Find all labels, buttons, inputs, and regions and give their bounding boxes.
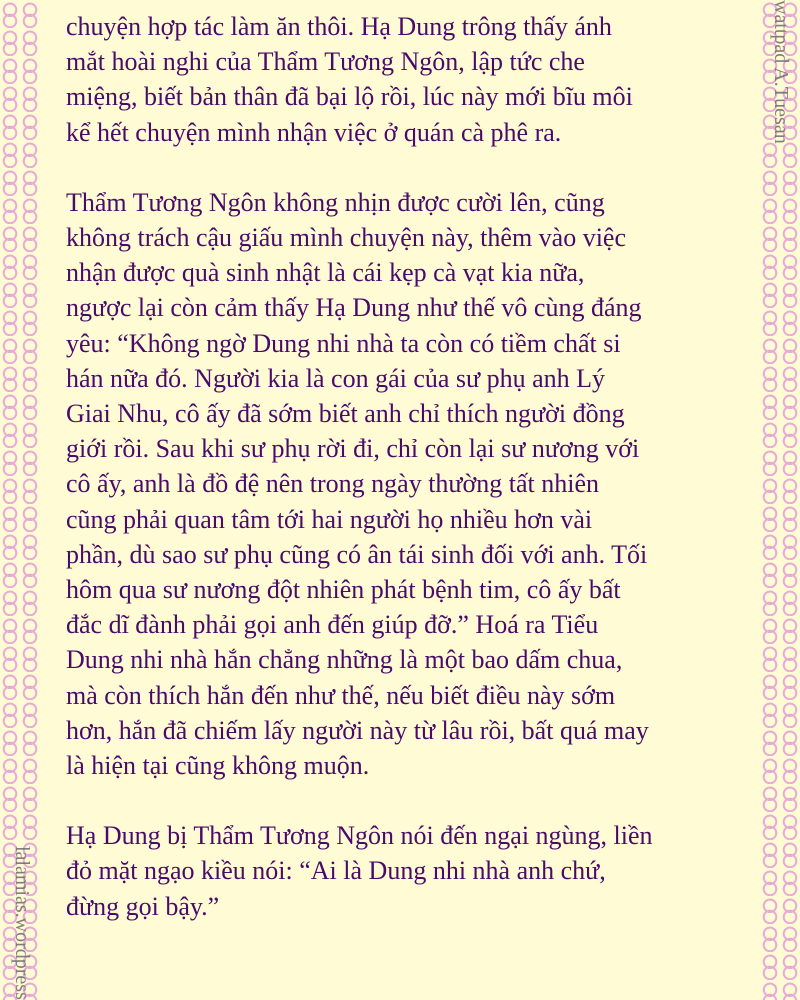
right-decorative-border bbox=[760, 0, 800, 1000]
left-decorative-border bbox=[0, 0, 40, 1000]
story-text bbox=[66, 9, 748, 959]
right-watermark: wattpad A.Tuesan bbox=[770, 0, 792, 144]
paragraph-3: Hạ Dung bị Thẩm Tương Ngôn nói đến ngại ngùng, liền đỏ mặt ngạo kiều nói: “Ai là Dung nhi nhà anh chứ, đừng gọi bậy.” bbox=[66, 821, 653, 921]
paragraph-2: Thẩm Tương Ngôn không nhịn được cười lên, cũng không trách cậu giấu mình chuyện này, thêm vào việc nhận được quà sinh nhật là cái kẹp cà vạt kia nữa, ngược lại còn cảm thấy Hạ Dung như thế vô cùng đáng yêu: “Không ngờ Dung nhi nhà ta còn có tiềm chất si hán nữa đó. Người kia là con gái của sư phụ anh Lý Giai Nhu, cô ấy đã sớm biết anh chỉ thích người đồng giới rồi. Sau khi sư phụ rời đi, chỉ còn lại sư nương với cô ấy, anh là đồ đệ nên trong ngày thường tất nhiên cũng phải quan tâm tới hai người họ nhiều hơn vài phần, dù sao sư phụ cũng có ân tái sinh đối với anh. Tối hôm qua sư nương đột nhiên phát bệnh tim, cô ấy bất đắc dĩ đành phải gọi anh đến giúp đỡ.” Hoá ra Tiểu Dung nhi nhà hắn chẳng những là một bao dấm chua, mà còn thích hắn đến như thế, nếu biết điều này sớm hơn, hắn đã chiếm lấy người này từ lâu rồi, bất quá may là hiện tại cũng không muộn. bbox=[66, 187, 649, 781]
left-watermark: lalamias.wordpress bbox=[11, 846, 33, 1000]
paragraph-1: chuyện hợp tác làm ăn thôi. Hạ Dung trông thấy ánh mắt hoài nghi của Thẩm Tương Ngôn, lập tức che miệng, biết bản thân đã bại lộ rồi, lúc này mới bĩu môi kể hết chuyện mình nhận việc ở quán cà phê ra. bbox=[66, 12, 633, 147]
